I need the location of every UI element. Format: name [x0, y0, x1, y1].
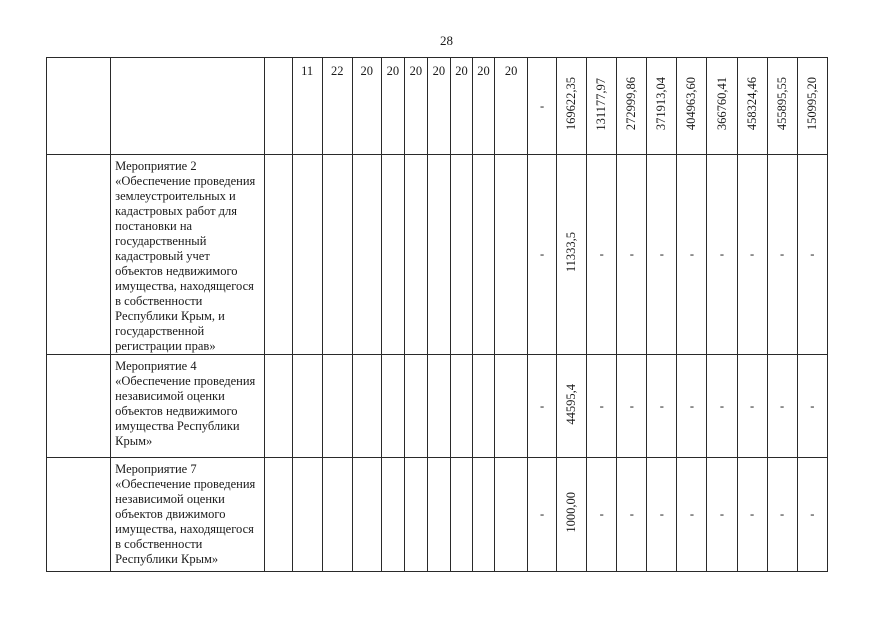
code-cell: 20 — [472, 58, 494, 155]
code-cell: 20 — [352, 58, 381, 155]
dash-cell: - — [647, 155, 677, 355]
value-cell: 169622,35 — [557, 58, 587, 155]
dash-cell: - — [528, 458, 557, 572]
table-row — [47, 155, 828, 355]
table-cell — [450, 155, 472, 355]
table-row — [47, 58, 828, 155]
dash-cell: - — [587, 155, 617, 355]
table-cell — [322, 355, 352, 458]
table-cell — [450, 458, 472, 572]
table-cell — [472, 155, 494, 355]
dash-cell: - — [797, 355, 827, 458]
table-cell — [47, 155, 111, 355]
code-cell: 11 — [292, 58, 322, 155]
code-cell: 20 — [381, 58, 404, 155]
dash-cell: - — [617, 458, 647, 572]
dash-cell: - — [647, 458, 677, 572]
table-cell — [495, 458, 528, 572]
value-cell: 272999,86 — [617, 58, 647, 155]
table-cell — [404, 355, 427, 458]
table-cell — [381, 458, 404, 572]
dash-cell: - — [587, 458, 617, 572]
value-cell: 44595,4 — [557, 355, 587, 458]
table-cell — [495, 155, 528, 355]
table-cell — [322, 458, 352, 572]
value-cell: 455895,55 — [767, 58, 797, 155]
value-cell: 150995,20 — [797, 58, 827, 155]
dash-cell: - — [528, 155, 557, 355]
table-cell — [47, 458, 111, 572]
table-cell — [292, 355, 322, 458]
table-cell — [264, 458, 292, 572]
table-cell — [472, 355, 494, 458]
value-cell: 131177,97 — [587, 58, 617, 155]
dash-cell: - — [677, 355, 707, 458]
table-cell — [528, 58, 557, 155]
activity-name-cell: Мероприятие 4 «Обеспечение проведения независимой оценки объектов недвижимого имущества Республики Крым» — [111, 355, 264, 458]
value-cell: 404963,60 — [677, 58, 707, 155]
code-cell: 20 — [427, 58, 450, 155]
budget-table — [46, 57, 828, 572]
table-cell — [352, 155, 381, 355]
table-cell — [352, 458, 381, 572]
value-cell: 458324,46 — [737, 58, 767, 155]
table-cell — [427, 355, 450, 458]
dash-cell: - — [737, 155, 767, 355]
dash-cell: - — [587, 355, 617, 458]
dash-cell: - — [677, 458, 707, 572]
table-cell — [264, 58, 292, 155]
table-cell — [427, 458, 450, 572]
dash-cell: - — [707, 155, 737, 355]
table-row — [47, 355, 828, 458]
dash-cell: - — [528, 355, 557, 458]
code-cell: 22 — [322, 58, 352, 155]
dash-cell: - — [737, 355, 767, 458]
table-row — [47, 458, 828, 572]
activity-name-cell: Мероприятие 2 «Обеспечение проведения землеустроительных и кадастровых работ для постановки на государственный кадастровый учет объектов недвижимого имущества, находящегося в собственности Республики Крым, и государственной регистрации прав» — [111, 155, 264, 355]
dash-cell: - — [767, 458, 797, 572]
table-cell — [352, 355, 381, 458]
activity-name-cell: Мероприятие 7 «Обеспечение проведения независимой оценки объектов движимого имущества, находящегося в собственности Республики Крым» — [111, 458, 264, 572]
dash-cell: - — [707, 458, 737, 572]
code-cell: 20 — [495, 58, 528, 155]
dash-cell: - — [617, 155, 647, 355]
code-cell: 20 — [404, 58, 427, 155]
table-cell — [322, 155, 352, 355]
dash-cell: - — [617, 355, 647, 458]
value-cell: 1000,00 — [557, 458, 587, 572]
value-cell: 371913,04 — [647, 58, 677, 155]
table-cell — [427, 155, 450, 355]
dash-cell: - — [677, 155, 707, 355]
table-cell — [495, 355, 528, 458]
table-cell — [381, 155, 404, 355]
dash-cell: - — [767, 155, 797, 355]
dash-cell: - — [737, 458, 767, 572]
table-cell — [450, 355, 472, 458]
table-cell — [381, 355, 404, 458]
dash-cell: - — [647, 355, 677, 458]
table-cell — [472, 458, 494, 572]
table-cell — [292, 458, 322, 572]
value-cell: 11333,5 — [557, 155, 587, 355]
table-cell — [404, 155, 427, 355]
table-cell — [47, 58, 111, 155]
dash-cell: - — [797, 458, 827, 572]
page-number: 28 — [440, 33, 453, 48]
table-cell — [47, 355, 111, 458]
table-cell — [292, 155, 322, 355]
dash-cell: - — [767, 355, 797, 458]
table-cell — [264, 155, 292, 355]
code-cell: 20 — [450, 58, 472, 155]
dash-cell: - — [707, 355, 737, 458]
value-cell: 366760,41 — [707, 58, 737, 155]
blank-mark: - — [540, 98, 545, 113]
table-cell — [111, 58, 264, 155]
dash-cell: - — [797, 155, 827, 355]
table-cell — [264, 355, 292, 458]
table-cell — [404, 458, 427, 572]
